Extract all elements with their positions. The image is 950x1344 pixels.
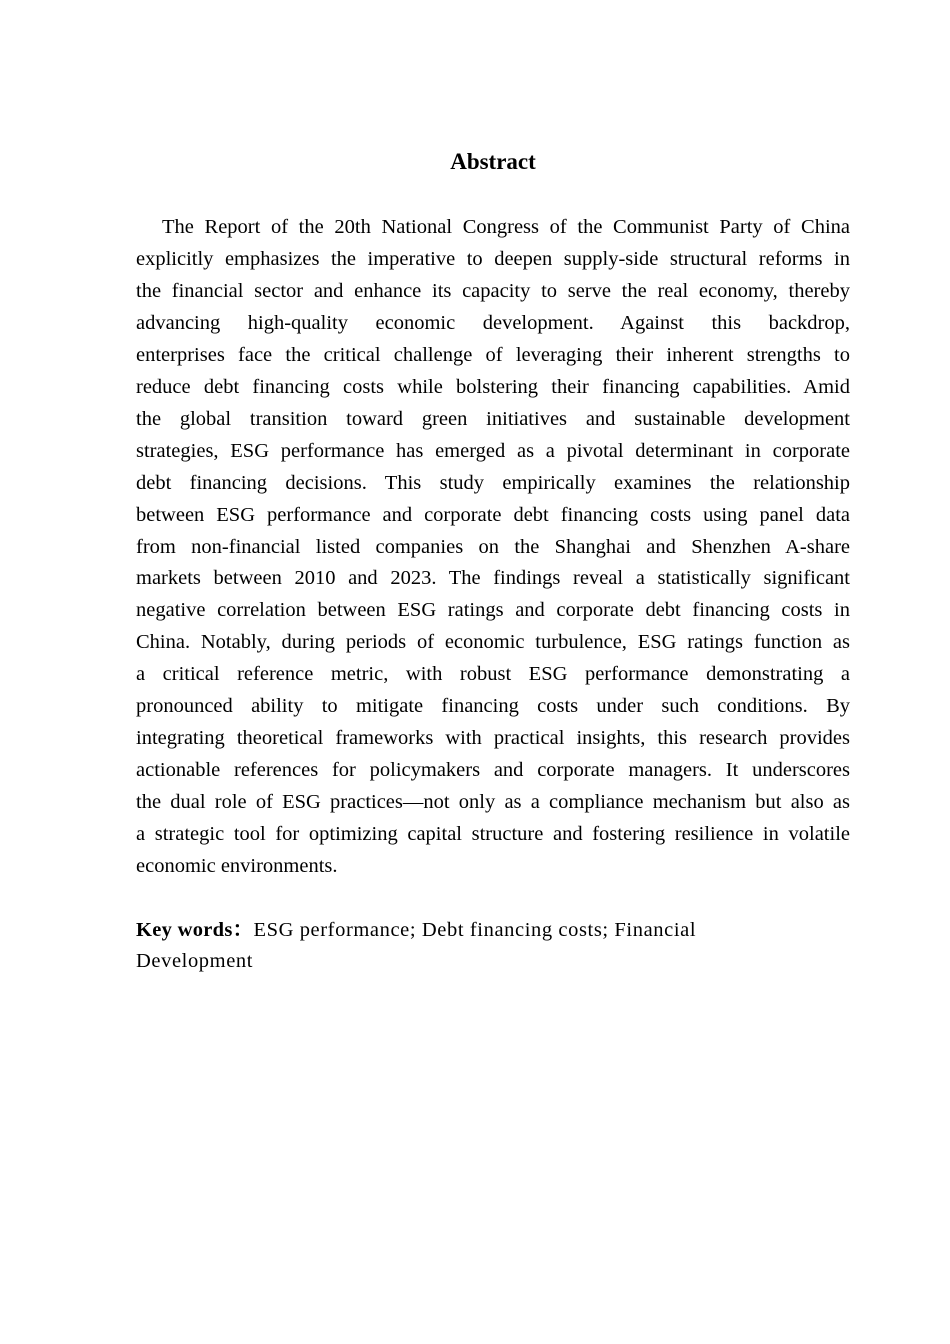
abstract-line: negative correlation between ESG ratings and corporate debt financing costs in [136, 599, 850, 622]
abstract-line: The Report of the 20th National Congress of the Communist Party of China [162, 216, 850, 238]
abstract-line: from non-financial listed companies on the Shanghai and Shenzhen A-share [136, 535, 850, 558]
abstract-body [136, 212, 850, 883]
abstract-line: integrating theoretical frameworks with practical insights, this research provides [136, 727, 850, 750]
abstract-line: enterprises face the critical challenge of leveraging their inherent strengths to [136, 343, 850, 366]
abstract-line: reduce debt financing costs while bolstering their financing capabilities. Amid [136, 375, 850, 398]
abstract-line: pronounced ability to mitigate financing costs under such conditions. By [136, 695, 850, 718]
abstract-line: advancing high-quality economic development. Against this backdrop, [136, 311, 850, 334]
abstract-line: the global transition toward green initiatives and sustainable development [136, 407, 850, 430]
abstract-line: China. Notably, during periods of economic turbulence, ESG ratings function as [136, 631, 850, 654]
abstract-line: a critical reference metric, with robust ESG performance demonstrating a [136, 663, 850, 686]
abstract-line: debt financing decisions. This study empirically examines the relationship [136, 471, 850, 494]
keywords-label: Key words： [136, 919, 254, 941]
abstract-line: the financial sector and enhance its capacity to serve the real economy, thereby [136, 279, 850, 302]
abstract-line: the dual role of ESG practices—not only as a compliance mechanism but also as [136, 791, 850, 814]
abstract-line: a strategic tool for optimizing capital structure and fostering resilience in volatile [136, 823, 850, 846]
abstract-line: strategies, ESG performance has emerged as a pivotal determinant in corporate [136, 439, 850, 462]
keywords-list-continued: Development [136, 950, 254, 972]
abstract-line: explicitly emphasizes the imperative to deepen supply-side structural reforms in [136, 247, 850, 270]
abstract-line: between ESG performance and corporate debt financing costs using panel data [136, 503, 850, 526]
abstract-line: actionable references for policymakers and corporate managers. It underscores [136, 759, 850, 782]
abstract-title: Abstract [450, 149, 536, 174]
keywords [136, 915, 850, 977]
keywords-list: ESG performance; Debt financing costs; Financial [253, 919, 697, 941]
abstract-line: markets between 2010 and 2023. The findings reveal a statistically significant [136, 567, 850, 590]
abstract-line: economic environments. [136, 855, 338, 878]
